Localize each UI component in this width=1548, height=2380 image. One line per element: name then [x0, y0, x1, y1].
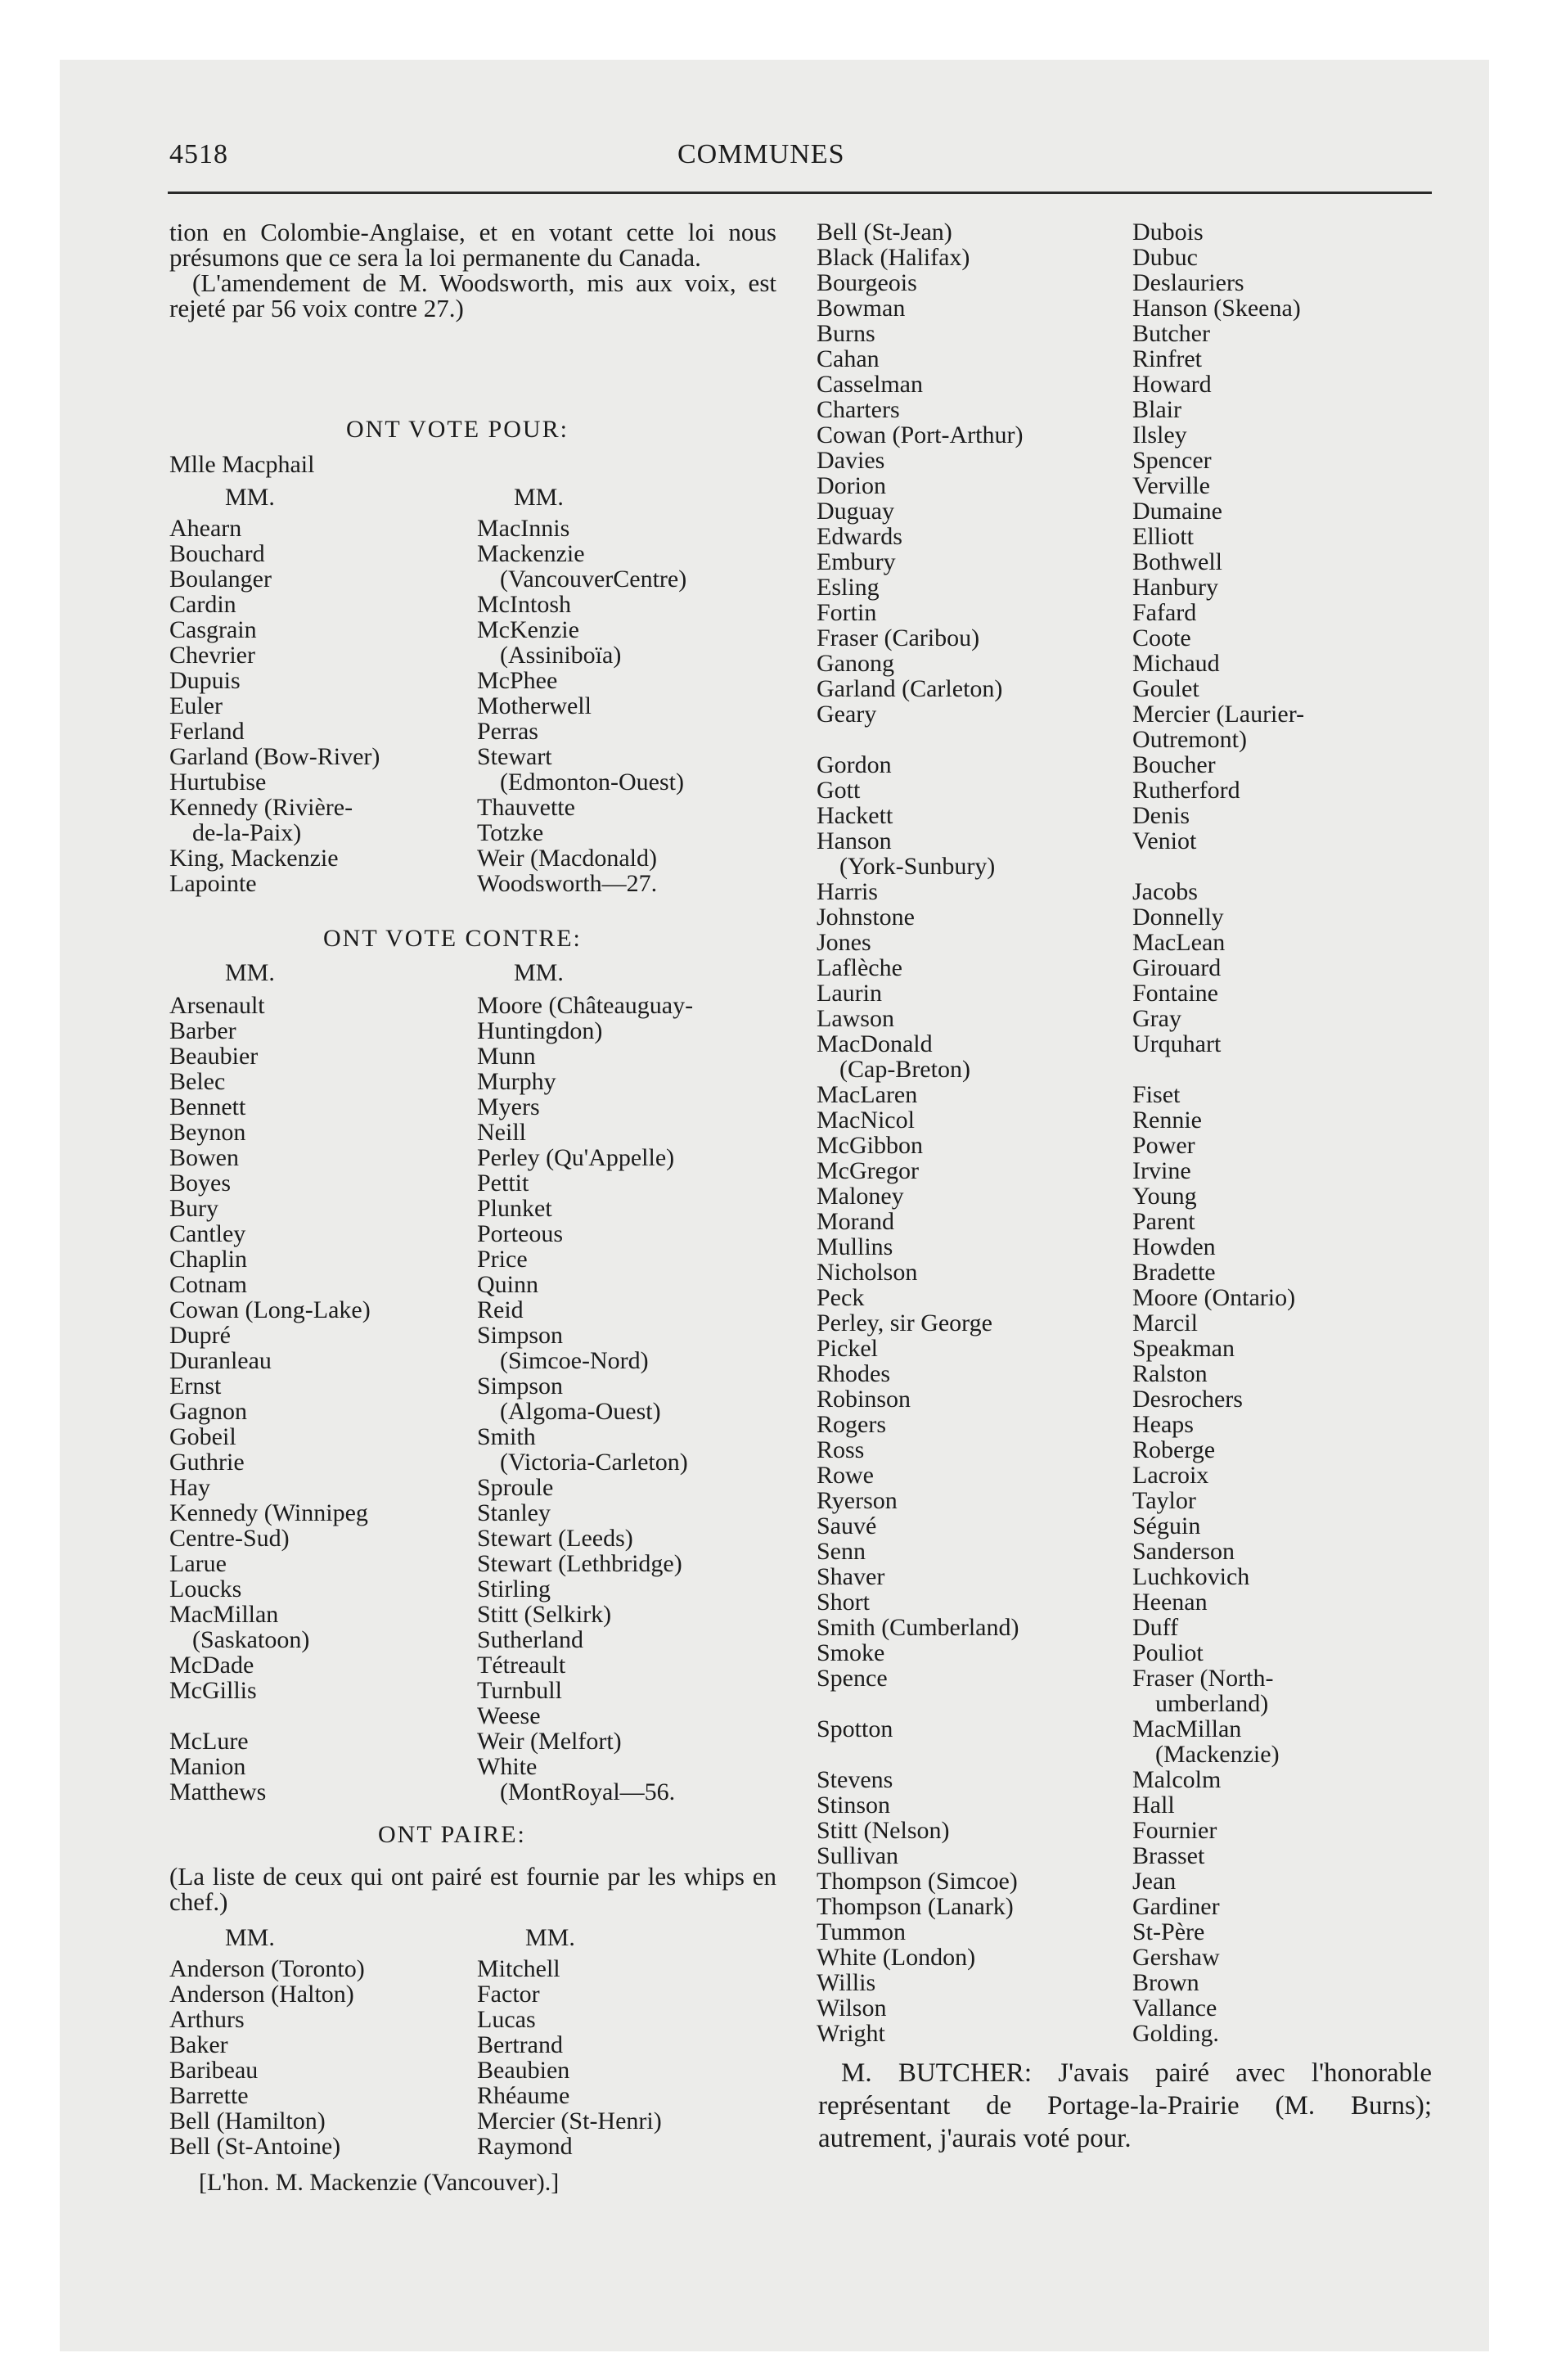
member-name: (VancouverCentre) [500, 566, 687, 593]
member-name: Shaver [817, 1563, 885, 1590]
member-name: Geary [817, 701, 877, 728]
member-name: Hurtubise [169, 769, 267, 796]
member-name: Belec [169, 1068, 226, 1095]
member-name: Harris [817, 878, 878, 905]
member-name: Stitt (Selkirk) [477, 1601, 612, 1628]
member-name: Mackenzie [477, 540, 585, 567]
member-name: Moore (Ontario) [1132, 1284, 1296, 1311]
member-name: Rhéaume [477, 2082, 570, 2109]
member-name: Lacroix [1132, 1462, 1209, 1489]
member-name: Taylor [1132, 1487, 1196, 1514]
member-name: Ryerson [817, 1487, 898, 1514]
member-name: Guthrie [169, 1449, 245, 1476]
member-name: (MontRoyal—56. [500, 1778, 676, 1805]
member-name: McKenzie [477, 616, 579, 643]
member-name: Esling [817, 574, 880, 601]
member-name: (Saskatoon) [192, 1626, 310, 1653]
member-name: Myers [477, 1093, 540, 1120]
member-name: Jones [817, 929, 871, 956]
member-name: Euler [169, 692, 223, 719]
member-name: Stevens [817, 1766, 893, 1793]
list-spacer [1132, 854, 1304, 879]
member-name: Pouliot [1132, 1639, 1204, 1666]
member-name: Dupré [169, 1322, 231, 1349]
member-name: Brown [1132, 1969, 1199, 1996]
contre-col4-list [1132, 219, 1304, 2046]
member-name: Fraser (North- [1132, 1665, 1274, 1692]
member-name: King, Mackenzie [169, 845, 339, 872]
member-name: Parent [1132, 1208, 1195, 1235]
member-name: Charters [817, 396, 900, 423]
member-name: Fontaine [1132, 980, 1218, 1007]
member-name: Ernst [169, 1373, 222, 1400]
member-name: Rutherford [1132, 777, 1240, 804]
contre-mm-right: MM. [514, 959, 564, 986]
member-name: Neill [477, 1119, 526, 1146]
member-name: Reid [477, 1296, 524, 1323]
member-name: Cotnam [169, 1271, 247, 1298]
member-name: McIntosh [477, 591, 571, 618]
member-name: Irvine [1132, 1157, 1191, 1184]
member-name: Bothwell [1132, 548, 1222, 575]
member-name: Black (Halifax) [817, 244, 970, 271]
member-name: Garland (Bow-River) [169, 743, 380, 770]
intro-paragraph-2: (L'amendement de M. Woodsworth, mis aux voix, est rejeté par 56 voix contre 27.) [169, 268, 776, 322]
member-name: de-la-Paix) [192, 819, 302, 846]
member-name: Perley, sir George [817, 1309, 992, 1336]
member-name: Fortin [817, 599, 877, 626]
pour-left-list [169, 516, 380, 896]
member-name: Smoke [817, 1639, 885, 1666]
member-name: (Assiniboïa) [500, 642, 622, 669]
contre-heading: ONT VOTE CONTRE: [323, 925, 582, 952]
member-name: Bouchard [169, 540, 265, 567]
member-name: Wright [817, 2020, 885, 2047]
member-name: Tummon [817, 1918, 906, 1945]
member-name: Johnstone [817, 904, 915, 931]
member-name: Dubuc [1132, 244, 1198, 271]
member-name: Wilson [817, 1995, 887, 2022]
butcher-statement: M. BUTCHER: J'avais pairé avec l'honorable représentant de Portage-la-Prairie (M. Burns); autrement, j'aurais voté pour. [818, 2058, 1432, 2153]
member-name: Bradette [1132, 1259, 1216, 1286]
paire-footer: [L'hon. M. Mackenzie (Vancouver).] [199, 2169, 560, 2196]
member-name: Boulanger [169, 566, 272, 593]
member-name: Sproule [477, 1474, 554, 1501]
member-name: White (London) [817, 1944, 976, 1971]
member-name: Weir (Macdonald) [477, 845, 657, 872]
member-name: (Edmonton-Ouest) [500, 769, 684, 796]
member-name: Stirling [477, 1575, 551, 1602]
member-name: Dumaine [1132, 498, 1222, 525]
member-name: Edwards [817, 523, 902, 550]
member-name: Veniot [1132, 827, 1197, 854]
member-name: Gardiner [1132, 1893, 1220, 1920]
member-name: MacLaren [817, 1081, 918, 1108]
member-name: Rogers [817, 1411, 886, 1438]
member-name: Spotton [817, 1715, 893, 1742]
member-name: Hackett [817, 802, 893, 829]
member-name: Totzke [477, 819, 544, 846]
member-name: Turnbull [477, 1677, 562, 1704]
member-name: Fafard [1132, 599, 1197, 626]
paire-mm-right: MM. [525, 1924, 575, 1951]
member-name: McGillis [169, 1677, 257, 1704]
member-name: Munn [477, 1043, 536, 1070]
member-name: Weese [477, 1702, 541, 1729]
member-name: Roberge [1132, 1436, 1216, 1463]
member-name: Spence [817, 1665, 888, 1692]
member-name: Gobeil [169, 1423, 236, 1450]
member-name: Ilsley [1132, 421, 1187, 449]
member-name: Senn [817, 1538, 866, 1565]
member-name: Kennedy (Winnipeg [169, 1499, 368, 1526]
list-spacer [817, 727, 1023, 752]
member-name: Lucas [477, 2006, 536, 2033]
member-name: Anderson (Halton) [169, 1981, 354, 2008]
pour-heading: ONT VOTE POUR: [346, 416, 569, 443]
member-name: McGibbon [817, 1132, 923, 1159]
member-name: Gordon [817, 751, 892, 778]
member-name: Embury [817, 548, 896, 575]
member-name: Gray [1132, 1005, 1181, 1032]
member-name: Porteous [477, 1220, 563, 1247]
member-name: Duff [1132, 1614, 1179, 1641]
member-name: Garland (Carleton) [817, 675, 1003, 702]
member-name: Arthurs [169, 2006, 245, 2033]
member-name: Howden [1132, 1233, 1216, 1260]
member-name: Marcil [1132, 1309, 1198, 1336]
paire-right-list [477, 1956, 662, 2159]
contre-left-list [169, 993, 371, 1805]
member-name: Ferland [169, 718, 245, 745]
member-name: Weir (Melfort) [477, 1728, 622, 1755]
member-name: Motherwell [477, 692, 592, 719]
member-name: Willis [817, 1969, 876, 1996]
member-name: Speakman [1132, 1335, 1235, 1362]
member-name: Thompson (Simcoe) [817, 1868, 1018, 1895]
member-name: Larue [169, 1550, 227, 1577]
member-name: Cowan (Port-Arthur) [817, 421, 1024, 449]
member-name: Stewart (Lethbridge) [477, 1550, 682, 1577]
member-name: Young [1132, 1183, 1197, 1210]
member-name: Duguay [817, 498, 894, 525]
member-name: Boyes [169, 1170, 231, 1197]
member-name: Perras [477, 718, 538, 745]
member-name: Sanderson [1132, 1538, 1235, 1565]
member-name: Pickel [817, 1335, 878, 1362]
member-name: Gagnon [169, 1398, 247, 1425]
member-name: Thauvette [477, 794, 575, 821]
member-name: Gershaw [1132, 1944, 1220, 1971]
member-name: Bourgeois [817, 269, 917, 296]
member-name: White [477, 1753, 538, 1780]
member-name: MacNicol [817, 1107, 915, 1134]
pour-right-list [477, 516, 686, 896]
member-name: Sutherland [477, 1626, 583, 1653]
member-name: Desrochers [1132, 1386, 1243, 1413]
member-name: Peck [817, 1284, 865, 1311]
member-name: Hay [169, 1474, 210, 1501]
member-name: Tétreault [477, 1652, 566, 1679]
member-name: MacLean [1132, 929, 1226, 956]
member-name: Barrette [169, 2082, 249, 2109]
member-name: Mercier (St-Henri) [477, 2107, 662, 2134]
member-name: (Algoma-Ouest) [500, 1398, 661, 1425]
member-name: Stewart (Leeds) [477, 1525, 633, 1552]
member-name: Manion [169, 1753, 246, 1780]
member-name: Bowman [817, 295, 906, 322]
member-name: Rinfret [1132, 345, 1202, 372]
member-name: Rennie [1132, 1107, 1202, 1134]
member-name: (York-Sunbury) [839, 853, 996, 880]
member-name: Dupuis [169, 667, 241, 694]
member-name: Bowen [169, 1144, 239, 1171]
member-name: Jean [1132, 1868, 1177, 1895]
pour-mm-right: MM. [514, 484, 564, 511]
member-name: Morand [817, 1208, 894, 1235]
member-name: Barber [169, 1017, 236, 1044]
member-name: Smith (Cumberland) [817, 1614, 1019, 1641]
member-name: Davies [817, 447, 885, 474]
member-name: Bell (St-Antoine) [169, 2133, 341, 2160]
member-name: Casselman [817, 371, 923, 398]
member-name: Hanbury [1132, 574, 1218, 601]
member-name: Deslauriers [1132, 269, 1244, 296]
member-name: Cahan [817, 345, 880, 372]
paire-mm-left: MM. [225, 1924, 275, 1951]
member-name: MacDonald [817, 1030, 933, 1057]
member-name: Stitt (Nelson) [817, 1817, 950, 1844]
member-name: Luchkovich [1132, 1563, 1250, 1590]
member-name: Denis [1132, 802, 1190, 829]
member-name: Rowe [817, 1462, 874, 1489]
member-name: Gott [817, 777, 861, 804]
member-name: Chaplin [169, 1246, 247, 1273]
member-name: Hanson (Skeena) [1132, 295, 1301, 322]
member-name: Urquhart [1132, 1030, 1222, 1057]
member-name: Huntingdon) [477, 1017, 603, 1044]
member-name: Chevrier [169, 642, 255, 669]
member-name: Stinson [817, 1792, 891, 1819]
member-name: Heenan [1132, 1589, 1208, 1616]
member-name: Quinn [477, 1271, 538, 1298]
intro-paragraph-1: tion en Colombie-Anglaise, et en votant cette loi nous présumons que ce sera la loi permanente du Canada. [169, 218, 776, 272]
member-name: Vallance [1132, 1995, 1217, 2022]
member-name: MacInnis [477, 515, 570, 542]
contre-col3-list [817, 219, 1023, 2046]
member-name: Boucher [1132, 751, 1216, 778]
member-name: Moore (Châteauguay- [477, 992, 694, 1019]
contre-right-list [477, 993, 693, 1805]
member-name: Power [1132, 1132, 1195, 1159]
member-name: Hall [1132, 1792, 1175, 1819]
member-name: Bell (St-Jean) [817, 219, 952, 246]
member-name: Ralston [1132, 1360, 1208, 1387]
member-name: Fiset [1132, 1081, 1181, 1108]
member-name: (Mackenzie) [1155, 1741, 1280, 1768]
member-name: Outremont) [1132, 726, 1247, 753]
member-name: Howard [1132, 371, 1212, 398]
member-name: Beaubier [169, 1043, 259, 1070]
member-name: McDade [169, 1652, 254, 1679]
member-name: Baribeau [169, 2057, 259, 2084]
member-name: Fraser (Caribou) [817, 624, 980, 651]
member-name: Loucks [169, 1575, 242, 1602]
member-name: Fournier [1132, 1817, 1217, 1844]
member-name: Rhodes [817, 1360, 890, 1387]
member-name: Smith [477, 1423, 536, 1450]
member-name: Sauvé [817, 1512, 877, 1539]
member-name: Goulet [1132, 675, 1199, 702]
member-name: Mitchell [477, 1955, 560, 1982]
member-name: Thompson (Lanark) [817, 1893, 1014, 1920]
member-name: Anderson (Toronto) [169, 1955, 365, 1982]
member-name: Murphy [477, 1068, 556, 1095]
member-name: Butcher [1132, 320, 1210, 347]
header-rule [168, 192, 1432, 194]
member-name: Girouard [1132, 954, 1222, 981]
member-name: McGregor [817, 1157, 919, 1184]
member-name: Lapointe [169, 870, 257, 897]
member-name: Blair [1132, 396, 1181, 423]
member-name: Burns [817, 320, 875, 347]
member-name: Plunket [477, 1195, 552, 1222]
member-name: Stanley [477, 1499, 551, 1526]
paire-left-list [169, 1956, 365, 2159]
member-name: Sullivan [817, 1842, 899, 1869]
member-name: Robinson [817, 1386, 911, 1413]
pour-first-member: Mlle Macphail [169, 451, 315, 478]
member-name: Centre-Sud) [169, 1525, 290, 1552]
member-name: Beynon [169, 1119, 246, 1146]
member-name: Duranleau [169, 1347, 272, 1374]
member-name: Elliott [1132, 523, 1194, 550]
member-name: Kennedy (Rivière- [169, 794, 353, 821]
member-name: Heaps [1132, 1411, 1194, 1438]
member-name: Dubois [1132, 219, 1204, 246]
member-name: Cowan (Long-Lake) [169, 1296, 371, 1323]
member-name: Golding. [1132, 2020, 1219, 2047]
member-name: Simpson [477, 1373, 564, 1400]
member-name: Woodsworth—27. [477, 870, 658, 897]
member-name: Bennett [169, 1093, 246, 1120]
member-name: Simpson [477, 1322, 564, 1349]
member-name: Brasset [1132, 1842, 1205, 1869]
member-name: Ahearn [169, 515, 242, 542]
member-name: Mercier (Laurier- [1132, 701, 1305, 728]
member-name: Donnelly [1132, 904, 1224, 931]
member-name: Hanson [817, 827, 892, 854]
member-name: Laurin [817, 980, 882, 1007]
member-name: (Simcoe-Nord) [500, 1347, 649, 1374]
member-name: MacMillan [169, 1601, 279, 1628]
list-spacer [817, 1742, 1023, 1767]
member-name: Ganong [817, 650, 894, 677]
member-name: Pettit [477, 1170, 529, 1197]
member-name: Laflèche [817, 954, 902, 981]
pour-mm-left: MM. [225, 484, 275, 511]
member-name: Lawson [817, 1005, 894, 1032]
list-spacer [169, 1703, 371, 1729]
member-name: Baker [169, 2031, 228, 2058]
list-spacer [817, 1691, 1023, 1716]
member-name: Stewart [477, 743, 552, 770]
member-name: umberland) [1155, 1690, 1269, 1717]
member-name: (Cap-Breton) [839, 1056, 970, 1083]
member-name: Short [817, 1589, 871, 1616]
page-number: 4518 [169, 139, 228, 169]
member-name: Nicholson [817, 1259, 918, 1286]
list-spacer [1132, 1057, 1304, 1082]
member-name: MacMillan [1132, 1715, 1242, 1742]
member-name: Dorion [817, 472, 886, 499]
member-name: Maloney [817, 1183, 904, 1210]
member-name: Malcolm [1132, 1766, 1222, 1793]
member-name: Arsenault [169, 992, 265, 1019]
member-name: Bell (Hamilton) [169, 2107, 326, 2134]
member-name: Verville [1132, 472, 1210, 499]
member-name: Price [477, 1246, 528, 1273]
member-name: Séguin [1132, 1512, 1201, 1539]
member-name: St-Père [1132, 1918, 1205, 1945]
member-name: Matthews [169, 1778, 267, 1805]
member-name: Ross [817, 1436, 865, 1463]
member-name: (Victoria-Carleton) [500, 1449, 688, 1476]
member-name: Raymond [477, 2133, 573, 2160]
member-name: Mullins [817, 1233, 893, 1260]
member-name: Casgrain [169, 616, 257, 643]
contre-mm-left: MM. [225, 959, 275, 986]
paire-note: (La liste de ceux qui ont pairé est fournie par les whips en chef.) [169, 1862, 776, 1916]
member-name: Beaubien [477, 2057, 570, 2084]
member-name: Spencer [1132, 447, 1212, 474]
intro-text [169, 219, 776, 321]
member-name: Cantley [169, 1220, 246, 1247]
page-title: COMMUNES [677, 139, 845, 169]
member-name: Bertrand [477, 2031, 563, 2058]
member-name: Jacobs [1132, 878, 1198, 905]
member-name: Bury [169, 1195, 218, 1222]
member-name: Michaud [1132, 650, 1220, 677]
member-name: Coote [1132, 624, 1191, 651]
member-name: McLure [169, 1728, 249, 1755]
paire-heading: ONT PAIRE: [378, 1821, 526, 1848]
member-name: Perley (Qu'Appelle) [477, 1144, 675, 1171]
member-name: Cardin [169, 591, 236, 618]
member-name: Factor [477, 1981, 540, 2008]
member-name: McPhee [477, 667, 558, 694]
